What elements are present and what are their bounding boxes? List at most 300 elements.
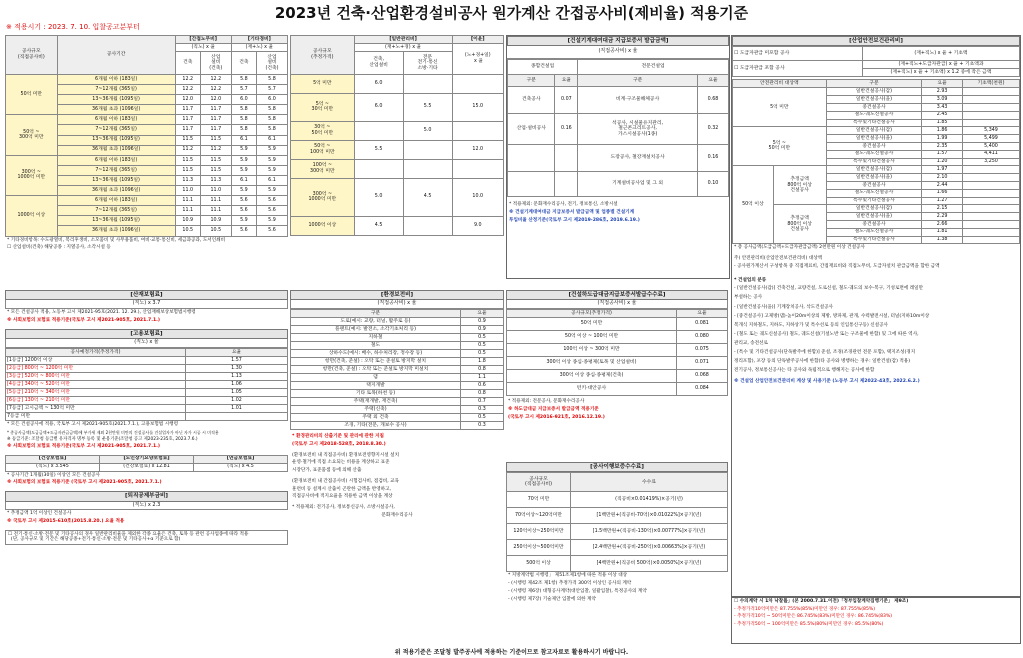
- employ-cell: [3등급] 520억 ~ 800억 미만: [6, 372, 186, 380]
- general-rate: [403, 159, 452, 178]
- general-scale: 300억 ~ 1000억 미만: [291, 178, 355, 216]
- limit-row: [508, 87, 729, 114]
- labor-rate: 10.5: [175, 226, 200, 236]
- employ-cell: 1.01: [186, 404, 288, 412]
- general-h-profit: [이윤]: [452, 36, 503, 44]
- price-header: ☐ 수의계약 시 1차 낙찰률」(본 2000.7.31.이전)「정부입찰계약집행기준」 제9조): [734, 599, 909, 604]
- safety-head-row: [733, 80, 1020, 88]
- env-row: [291, 318, 504, 326]
- general-c-build: 건축, 산업설비: [354, 52, 403, 75]
- limit-cell: [555, 172, 578, 197]
- env-row: [291, 342, 504, 350]
- labor-period: 6개월 이하 (183일): [57, 196, 175, 206]
- env-row: [291, 406, 504, 414]
- perform-row: [507, 540, 728, 556]
- perform-table: [506, 472, 728, 572]
- safety-cls-line: - [일반건설공사(갑)] 건축건설, 교량건설, 도로신설, 철도·궤도의 보수·복구, 기성로면에 레일만: [734, 286, 924, 292]
- general-rate: 5.5: [403, 93, 452, 121]
- safety-col-head: 안전관리비 대상액: [733, 80, 827, 88]
- safety-cell: 일반건설공사(을): [826, 135, 922, 143]
- quality-row: [507, 344, 728, 357]
- limit-cell: 도장공사, 철강재설치공사: [578, 145, 698, 172]
- perform-col-head: 공사규모 (직접공사비): [507, 473, 571, 492]
- limit-cell: 0.10: [697, 172, 728, 197]
- perform-n3: - (시행령 제6장) 대형공사계약(대안입찰, 일괄입찰), 특정공사의 계약: [508, 588, 647, 594]
- employ-row: [6, 404, 288, 412]
- env-cell: 조경, 기타(전문, 개보수 공사): [291, 422, 461, 430]
- safety-cell: 1.85: [922, 119, 963, 127]
- safety-cell: 1.99: [922, 135, 963, 143]
- employ-cell: [6등급] 130억 ~ 210억 미만: [6, 396, 186, 404]
- safety-cell: 특수및기타건설공사: [826, 119, 922, 127]
- employ-n1: * 모든 건설공사에 적용, 국토부 고시 제2021-905호(2021.7.1.), 고용보험법 시행령: [7, 421, 179, 427]
- labor-rate: 5.7: [256, 85, 287, 95]
- safety-cell: [962, 104, 1019, 112]
- safety-cls-line: - [철도 또는 궤도신설공사] 철도, 궤도신설(기설노반 또는 구조물에 한함) 및 그에 따른 역사,: [734, 331, 919, 337]
- env-cell: 0.8: [461, 390, 504, 398]
- env-table: [290, 309, 504, 430]
- general-rate: [354, 121, 403, 140]
- env-n10: 문화재수리공사: [381, 512, 413, 518]
- env-row: [291, 414, 504, 422]
- safety-cell: 4,411: [962, 150, 1019, 158]
- retire-n2: ※ 국토부 고시 제2015-610호(2015.8.20.) 요율 적용: [7, 519, 125, 525]
- labor-period: 13~36개월 (1095일): [57, 95, 175, 105]
- safety-cell: 1.57: [922, 150, 963, 158]
- labor-row: [6, 115, 288, 125]
- effective-date: ※ 적용시기 : 2023. 7. 10. 입찰공고분부터: [6, 23, 140, 31]
- accident-formula: (직노) x 3.7: [5, 300, 288, 309]
- general-scale: 30억 ~ 50억 미만: [291, 121, 355, 140]
- general-rate: 5.0: [403, 121, 452, 140]
- safety-cell: 일반건설공사(을): [826, 96, 922, 104]
- labor-note2: ☐ 산업설비(건축) 해당공종 : 지열공사, 소각시설 등: [7, 245, 111, 251]
- limit-note2: ※ 건설기계대여대금 지급보증서 발급금액 및 업종별 건설기계: [509, 209, 635, 215]
- safety-cell: 3,250: [962, 158, 1019, 166]
- labor-period: 36개월 초과 (1096일): [57, 226, 175, 236]
- env-row: [291, 326, 504, 334]
- labor-row: [6, 75, 288, 85]
- price-r3: - 추정가격50억 ~ 100억미만은 85.5%(80%)미만인 경우: 85.5%(80%): [734, 622, 884, 628]
- labor-period: 36개월 초과 (1096일): [57, 186, 175, 196]
- perform-cell: [2.4백만원+(직공비-250억)×0.00663%]×공기(년): [571, 540, 728, 556]
- safety-cell: 중건설공사: [826, 181, 922, 189]
- limit-head-row: [508, 75, 729, 87]
- safety-row: [733, 88, 1020, 96]
- safety-cell: 2.10: [922, 174, 963, 182]
- safety-cell: 철도·궤도신설공사: [826, 111, 922, 119]
- labor-period: 7~12개월 (365일): [57, 206, 175, 216]
- quality-cell: 0.075: [677, 344, 728, 357]
- accident-header: [산재보험료]: [5, 290, 288, 300]
- labor-period: 13~36개월 (1095일): [57, 216, 175, 226]
- quality-n3: (국토부 고시 제2016-921호, 2016.12.19.): [508, 414, 605, 420]
- safety-col-head: 구분: [826, 80, 922, 88]
- labor-rate: 10.5: [200, 226, 231, 236]
- safety-cell: 2.45: [922, 111, 963, 119]
- safety-panel: [731, 35, 1021, 597]
- safety-cell: 특수및기타건설공사: [826, 158, 922, 166]
- general-row: [291, 159, 504, 178]
- env-n5: 시장단가, 표준품셈 등에 의해 산출: [292, 468, 362, 474]
- quality-col-head: 요율: [677, 310, 728, 318]
- env-cell: 1.8: [461, 358, 504, 366]
- labor-period: 6개월 이하 (183일): [57, 75, 175, 85]
- labor-rate: 11.1: [175, 196, 200, 206]
- general-rate: [403, 216, 452, 235]
- labor-rate: 5.8: [231, 115, 256, 125]
- health-n2: ※ 사회보험의 보험료 적용기준 (국토부 고시 제2021-905호, 2021.7.1.): [7, 480, 162, 486]
- labor-rate: 11.0: [200, 186, 231, 196]
- labor-rate: 6.0: [256, 95, 287, 105]
- ltc-header: [노인장기요양보험료]: [100, 455, 194, 463]
- safety-cell: [962, 189, 1019, 197]
- limit-cell: 비계·구조물해체공사: [578, 87, 698, 114]
- employ-n4: ※ 사회보험의 보험료 적용기준(국토부 고시 제2021-905호, 2021.7.1.): [7, 443, 161, 449]
- general-f-general: (재+노+경) x 율: [354, 44, 452, 52]
- pension-formula: (직노) x 4.5: [194, 463, 288, 471]
- safety-cell: 1.66: [922, 189, 963, 197]
- limit-row: [508, 145, 729, 172]
- safety-cell: 철도·궤도신설공사: [826, 189, 922, 197]
- employ-n2: * 총공사금액(도급금액+도급자관급금액)에 부가세 제외 2천만원 미만의 건설공사를 건설업자가 아닌 자가 시공 시 미적용: [7, 429, 219, 435]
- insurance-panel: [5, 290, 288, 642]
- labor-rate: 11.5: [175, 155, 200, 165]
- limit-row: [508, 172, 729, 197]
- general-rate: 4.5: [403, 178, 452, 216]
- safety-cls-line: 복개식 지하철도, 지하도, 지하상가 및 특수선로 등의 인입통신구등) 신설공사: [734, 322, 888, 328]
- labor-h-indirect: [간접노무비]: [175, 36, 231, 44]
- labor-h-period: 공사기간: [57, 36, 175, 75]
- labor-rate: 11.5: [200, 155, 231, 165]
- perform-cell: 70억이상~120억미만: [507, 508, 571, 524]
- quality-cell: 0.084: [677, 383, 728, 396]
- env-cell: 1.1: [461, 374, 504, 382]
- general-rate: [403, 75, 452, 94]
- quality-cell: 0.081: [677, 318, 728, 331]
- quality-row: [507, 331, 728, 344]
- employ-cell: [186, 412, 288, 420]
- labor-rate: 11.7: [200, 125, 231, 135]
- general-row: [291, 93, 504, 121]
- safety-cls-note: ※ 건설업 산업안전보건관리비 계상 및 사용기준 (노동부 고시 제2022-43호, 2022.6.2.): [734, 379, 920, 385]
- labor-rate: 5.9: [256, 186, 287, 196]
- quality-row: [507, 370, 728, 383]
- safety-cell: 2.35: [922, 143, 963, 151]
- env-row: [291, 350, 504, 358]
- limit-cell: 0.16: [555, 114, 578, 145]
- env-row: [291, 422, 504, 430]
- safety-scale: 5억 ~ 50억 미만: [733, 127, 827, 166]
- employ-cell: 1.57: [186, 356, 288, 364]
- perform-cell: 250억이상~500억미만: [507, 540, 571, 556]
- quality-header: [건설하도급대금지급보증서발급수수료]: [506, 290, 728, 300]
- employ-cell: [1등급] 1200억 이상: [6, 356, 186, 364]
- limit-cell: 산업·설비공사: [508, 114, 555, 145]
- env-cell: 주택 외 건축: [291, 414, 461, 422]
- safety-sub: 추정금액 800억 이상 건설공사: [773, 166, 826, 205]
- labor-rate: 11.0: [175, 186, 200, 196]
- quality-cell: 0.071: [677, 357, 728, 370]
- env-cell: 댐: [291, 374, 461, 382]
- labor-c-build: 건축: [175, 52, 200, 75]
- employ-cell: [7등급] 고시금액 ~ 130억 미만: [6, 404, 186, 412]
- general-rate: 4.5: [354, 216, 403, 235]
- safety-cell: 1.20: [922, 158, 963, 166]
- safety-cls-line: - [일반건설공사(을)] 기계장치공사, 삭도건설공사: [734, 304, 833, 310]
- safety-cell: 2.44: [922, 181, 963, 189]
- env-cell: 0.7: [461, 398, 504, 406]
- employ-cell: [5등급] 210억 ~ 340억 미만: [6, 388, 186, 396]
- general-f-profit: (노+경+일) x 율: [452, 44, 503, 75]
- labor-rate: 10.9: [175, 216, 200, 226]
- quality-table: [506, 309, 728, 396]
- employ-cell: 7등급 미만: [6, 412, 186, 420]
- labor-rate: 6.1: [256, 175, 287, 185]
- perform-cell: 70억 미만: [507, 492, 571, 508]
- quality-cell: 턴키·대안공사: [507, 383, 677, 396]
- general-h-general: [일반관리비]: [354, 36, 452, 44]
- safety-cell: 5,349: [962, 127, 1019, 135]
- health-formula: (직노) x 3.545: [6, 463, 100, 471]
- labor-row: [6, 196, 288, 206]
- safety-cell: [962, 236, 1019, 244]
- perform-cell: 120억이상~250억미만: [507, 524, 571, 540]
- perform-n4: - (시행령 제7장) 기술제안 입찰에 의한 계약: [508, 596, 596, 602]
- limit-cell: 건축공사: [508, 87, 555, 114]
- labor-period: 6개월 이하 (183일): [57, 115, 175, 125]
- safety-note: * 총 공사금액(도급금액+도급자관급금액) 2천만원 이상 건설공사: [734, 245, 865, 251]
- general-rate: 9.0: [452, 216, 503, 235]
- labor-period: 7~12개월 (365일): [57, 85, 175, 95]
- limit-col-head: 요율: [555, 75, 578, 87]
- env-cell: 플랜트(예시: 발전소, 소각기초처리 등): [291, 326, 461, 334]
- labor-rate: 6.1: [231, 135, 256, 145]
- env-row: [291, 358, 504, 366]
- perform-row: [507, 556, 728, 572]
- quality-row: [507, 383, 728, 396]
- perform-cell: (직공비×0.01419%)×공기(년): [571, 492, 728, 508]
- safety-cell: 2.29: [922, 213, 963, 221]
- quality-cell: 50억 이상 ~ 100억 미만: [507, 331, 677, 344]
- labor-c-plant2: 산업 설비 (건축): [256, 52, 287, 75]
- env-row: [291, 398, 504, 406]
- env-cell: 지하철: [291, 334, 461, 342]
- env-cell: 주택(신축): [291, 406, 461, 414]
- safety-cell: 1.27: [922, 197, 963, 205]
- quality-cell: 300억 이상 종심·종평제(토목 및 산업설비): [507, 357, 677, 370]
- safety-r1a: ☐ 도급자관급 미포함 공사: [733, 47, 863, 61]
- labor-rate: 5.8: [231, 125, 256, 135]
- limit-header: [건설기계대여대금 지급보증서 발급금액]: [507, 36, 729, 46]
- safety-header: [산업안전보건관리비]: [732, 36, 1020, 46]
- labor-panel: [5, 35, 288, 267]
- general-rate: [452, 75, 503, 94]
- labor-period: 36개월 초과 (1096일): [57, 145, 175, 155]
- labor-rate: 11.7: [175, 125, 200, 135]
- general-rate: 6.0: [354, 93, 403, 121]
- labor-rate: 11.2: [200, 145, 231, 155]
- limit-cell: 0.32: [697, 114, 728, 145]
- employ-cell: 1.02: [186, 396, 288, 404]
- limit-formula: (직접공사비) x 율: [507, 46, 729, 59]
- env-cell: 철도: [291, 342, 461, 350]
- safety-cell: 2.15: [922, 205, 963, 213]
- safety-cell: 일반건설공사(을): [826, 174, 922, 182]
- safety-cell: 중건설공사: [826, 104, 922, 112]
- employ-row: [6, 356, 288, 364]
- safety-cell: 일반건설공사(갑): [826, 166, 922, 174]
- labor-rate: 5.6: [231, 206, 256, 216]
- env-cell: 0.3: [461, 406, 504, 414]
- employ-row: [6, 396, 288, 404]
- labor-f-indirect: (직노) x 율: [175, 44, 231, 52]
- labor-rate: 5.8: [256, 105, 287, 115]
- env-n9: * 적용제외: 전기공사, 정보통신공사, 소방시설공사,: [292, 505, 395, 511]
- safety-formula-table: [732, 46, 1020, 77]
- employ-formula: (직노) x 율: [5, 339, 288, 348]
- perform-cell: [1백만원+(직공비-70억)×0.01022%]×공기(년): [571, 508, 728, 524]
- safety-col-head: 기초액(천원): [962, 80, 1019, 88]
- env-n4: 운영·철거에 직접 소요되는 비용을 계상하고 표준: [292, 460, 390, 466]
- safety-cell: [962, 205, 1019, 213]
- general-scale: 1000억 이상: [291, 216, 355, 235]
- labor-rate: 5.8: [231, 75, 256, 85]
- safety-cell: 일반건설공사(갑): [826, 127, 922, 135]
- labor-rate: 6.1: [256, 135, 287, 145]
- labor-rate: 5.9: [231, 216, 256, 226]
- labor-rate: 11.1: [200, 206, 231, 216]
- safety-cell: [962, 96, 1019, 104]
- env-cell: 0.9: [461, 326, 504, 334]
- employ-col-head: 공사예정가격(추정가격): [6, 348, 186, 356]
- employ-cell: 1.05: [186, 388, 288, 396]
- env-row: [291, 390, 504, 398]
- limit-cell: [555, 145, 578, 172]
- employ-n3: [5, 436, 288, 443]
- employ-cell: [2등급] 800억 ~ 1200억 미만: [6, 364, 186, 372]
- safety-cell: 1.97: [922, 166, 963, 174]
- perform-head-row: [507, 473, 728, 492]
- quality-formula: (직접공사비) x 율: [506, 300, 728, 309]
- limit-cell: [508, 172, 555, 197]
- labor-rate: 5.6: [256, 196, 287, 206]
- env-cell: 택지개발: [291, 382, 461, 390]
- price-panel: [731, 597, 1021, 644]
- general-rate: [452, 121, 503, 140]
- retire-header: [퇴직공제부금비]: [5, 491, 288, 501]
- general-scale: 5억 ~ 30억 미만: [291, 93, 355, 121]
- perform-col-head: 수수료: [571, 473, 728, 492]
- safety-col-head: 요율: [922, 80, 963, 88]
- employ-cell: [4등급] 340억 ~ 520억 미만: [6, 380, 186, 388]
- perform-cell: [4백만원+(직공비 500억)×0.0050%]×공기(년): [571, 556, 728, 572]
- general-row: [291, 121, 504, 140]
- general-rate: 12.0: [452, 140, 503, 159]
- labor-scale: 1000억 이상: [6, 196, 58, 236]
- quality-n1: * 적용제외: 전문공사, 문화재수리공사: [508, 399, 585, 405]
- labor-c-plant: 산업 설비 (건축): [200, 52, 231, 75]
- labor-rate: 11.3: [175, 175, 200, 185]
- safety-cell: [962, 213, 1019, 221]
- safety-table: [732, 79, 1020, 244]
- limit-row: [508, 114, 729, 145]
- limit-col-head: 요율: [697, 75, 728, 87]
- employ-n3-text: ※ 등급기준: 조달청 등급별 유자격자 명부 등록 및 운용기준(조달청 공고 제2023-235호, 2023.7.6.): [7, 436, 198, 442]
- safety-cell: 중건설공사: [826, 220, 922, 228]
- labor-scale: 50억 미만: [6, 75, 58, 115]
- health-header: [건강보험료]: [6, 455, 100, 463]
- env-row: [291, 382, 504, 390]
- general-row: [291, 140, 504, 159]
- limit-note1: * 적용제외: 문화재수리공사, 전기, 정보통신, 소방시설: [509, 202, 618, 208]
- perform-panel: [506, 462, 728, 642]
- health-table: [5, 455, 288, 472]
- labor-rate: 11.5: [175, 135, 200, 145]
- limit-cell: 기계설비공사업 및 그 외: [578, 172, 698, 197]
- quality-col-head: 공사규모(추정가격): [507, 310, 677, 318]
- env-row: [291, 366, 504, 374]
- perform-header: [공사이행보증수수료]: [506, 462, 728, 472]
- perform-n2: - (시행령 제42조 제1항) 추정가격 300억 이상인 공사의 계약: [508, 581, 632, 587]
- safety-classification: [732, 284, 1020, 375]
- safety-r1b: (재+직노) x 율 + 기초액: [863, 47, 1020, 61]
- quality-row: [507, 318, 728, 331]
- labor-row: [6, 155, 288, 165]
- labor-f-other: (재+노) x 율: [231, 44, 287, 52]
- safety-r2b: (재+직노+도급자관급) x 율 + 기초액과: [863, 61, 1020, 69]
- labor-rate: 6.0: [231, 95, 256, 105]
- safety-cell: 특수및기타건설공사: [826, 197, 922, 205]
- employ-col-head: 요율: [186, 348, 288, 356]
- limit-col-head: 구분: [508, 75, 555, 87]
- labor-rate: 11.7: [175, 105, 200, 115]
- employ-head-row: [6, 348, 288, 356]
- accident-n1: * 모든 건설공사 적용, 노동부 고시 제2021-95호(2021. 12. 29.), 산업재해보상보험법시행령: [7, 310, 196, 316]
- safety-cls-line: 정리포함), 포장 등의 단독발주공사에 한함(타 공사와 병행하는 경우: 일반건설(갑) 적용): [734, 359, 910, 365]
- general-rate: 6.0: [354, 75, 403, 94]
- safety-row: [733, 127, 1020, 135]
- quality-row: [507, 357, 728, 370]
- employ-row: [6, 388, 288, 396]
- labor-c-build2: 건축: [231, 52, 256, 75]
- labor-rate: 5.6: [256, 226, 287, 236]
- safety-cell: 일반건설공사(갑): [826, 88, 922, 96]
- labor-rate: 5.8: [256, 115, 287, 125]
- perform-row: [507, 524, 728, 540]
- employ-row: [6, 372, 288, 380]
- employ-table: [5, 348, 288, 421]
- labor-period: 13~36개월 (1095일): [57, 135, 175, 145]
- health-n1: * 공사기간 1개월(30일) 이상인 모든 건설공사: [7, 472, 100, 478]
- ltc-formula: (건강보험료) x 12.81: [100, 463, 194, 471]
- labor-rate: 12.0: [175, 95, 200, 105]
- env-cell: 도로(예시: 교량, 터널, 활주로 등): [291, 318, 461, 326]
- labor-rate: 5.9: [256, 165, 287, 175]
- safety-sub: 추정금액 800억 이상 건설공사: [773, 205, 826, 244]
- env-col-head: 구분: [291, 310, 461, 318]
- quality-cell: 0.080: [677, 331, 728, 344]
- labor-scale: 50억 ~ 300억 미만: [6, 115, 58, 155]
- labor-rate: 5.9: [256, 145, 287, 155]
- labor-rate: 11.7: [200, 105, 231, 115]
- env-formula: (직접공사비) x 율: [290, 300, 504, 309]
- limit-c1: 종합건설업: [508, 60, 578, 75]
- safety-cell: 일반건설공사(을): [826, 213, 922, 221]
- labor-rate: 6.1: [231, 175, 256, 185]
- labor-period: 36개월 초과 (1096일): [57, 105, 175, 115]
- labor-rate: 11.7: [175, 115, 200, 125]
